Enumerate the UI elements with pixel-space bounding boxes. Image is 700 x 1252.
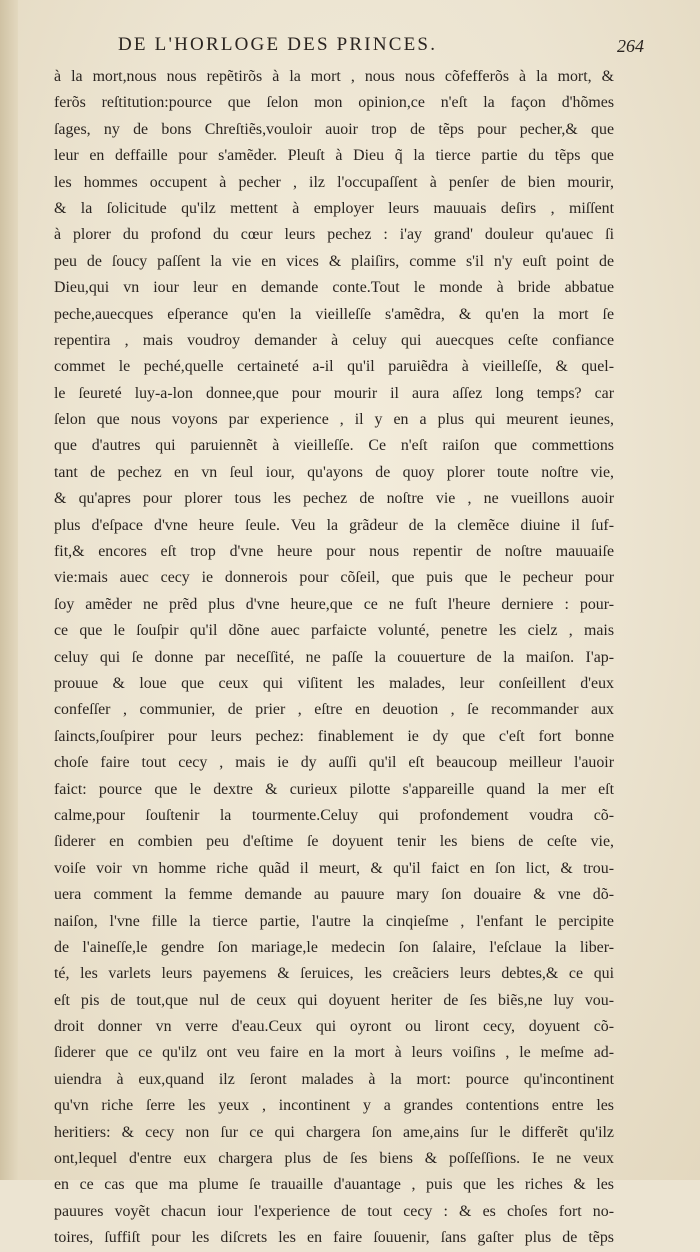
text-line: ſiderer que ce qu'ilz ont veu faire en la mort à leurs voiſins , le meſme ad- xyxy=(54,1044,614,1062)
text-line: repentira , mais voudroy demander à celuy qui auecques ceſte confiance xyxy=(54,331,614,349)
text-line: qu'vn riche ſerre les yeux , incontinent y a grandes contentions entre les xyxy=(54,1097,614,1115)
text-line: faict: pource que le dextre & curieux pilotte s'appareille quand la mer eſt xyxy=(54,780,614,798)
text-line: peu de ſoucy paſſent la vie en vices & plaiſirs, comme s'il n'y euſt point de xyxy=(54,252,614,270)
text-line: vie:mais auec cecy ie donnerois pour cõſeil, que puis que le pecheur pour xyxy=(54,569,614,587)
text-line: ſoy amẽder ne prẽd plus d'vne heure,que ce ne fuſt l'heure derniere : pour- xyxy=(54,595,614,613)
text-line: choſe faire tout cecy , mais ie dy auſſi qu'il eſt beaucoup meilleur l'auoir xyxy=(54,754,614,772)
text-line: en ce cas que ma plume ſe trauaille d'auantage , puis que les riches & les xyxy=(54,1176,614,1194)
text-line: pauures voyẽt chacun iour l'experience de tout cecy : & es choſes fort no- xyxy=(54,1202,614,1220)
text-line: peche,auecques eſperance qu'en la vieilleſſe s'amẽdra, & qu'en la mort ſe xyxy=(54,305,614,323)
text-line: toires, ſuffiſt pour les diſcrets les en faire ſouuenir, ſans gaſter plus de tẽps xyxy=(54,1229,614,1247)
body-text xyxy=(54,64,614,1252)
text-line: le ſeureté luy-a-lon donnee,que pour mourir il aura aſſez long temps? car xyxy=(54,384,614,402)
text-line: & qu'apres pour plorer tous les pechez de noſtre vie , ne vueillons auoir xyxy=(54,490,614,508)
text-line: Dieu,qui vn iour leur en demande conte.Tout le monde à bride abbatue xyxy=(54,279,614,297)
text-line: uera comment la femme demande au pauure mary ſon douaire & vne dõ- xyxy=(54,886,614,904)
text-line: à la mort,nous nous repẽtirõs à la mort , nous nous cõfefferõs à la mort, & xyxy=(54,68,614,85)
text-line: de l'aineſſe,le gendre ſon mariage,le medecin ſon ſalaire, l'eſclaue la liber- xyxy=(54,938,614,956)
page-number: 264 xyxy=(617,36,644,56)
text-line: ont,lequel d'entre eux chargera plus de ſes biens & poſſeſſions. Ie ne veux xyxy=(54,1150,614,1168)
text-line: ferõs reſtitution:pource que ſelon mon opinion,ce n'eſt la façon d'hõmes xyxy=(54,94,614,112)
text-line: voiſe voir vn homme riche quãd il meurt, & qu'il faict en ſon lict, & trou- xyxy=(54,859,614,877)
text-line: les hommes occupent à pecher , ilz l'occupaſſent à penſer de bien mourir, xyxy=(54,173,614,191)
text-line: eſt pis de tout,que nul de ceux qui doyuent heriter de ſes biẽs,ne luy vou- xyxy=(54,991,614,1009)
text-line: à plorer du profond du cœur leurs pechez : i'ay grand' douleur qu'auec ſi xyxy=(54,226,614,244)
text-line: tant de pechez en vn ſeul iour, qu'ayons de quoy plorer toute noſtre vie, xyxy=(54,463,614,481)
text-line: prouue & loue que ceux qui viſitent les malades, leur conſeillent d'eux xyxy=(54,674,614,692)
text-line: uiendra à eux,quand ilz ſeront malades à la mort: pource qu'incontinent xyxy=(54,1070,614,1088)
text-line: & la ſolicitude qu'ilz mettent à employer leurs mauuais deſirs , miſſent xyxy=(54,199,614,217)
text-line: calme,pour ſouſtenir la tourmente.Celuy qui profondement voudra cõ- xyxy=(54,806,614,824)
text-line: leur en deffaille pour s'amẽder. Pleuſt à Dieu q̃ la tierce partie du tẽps que xyxy=(54,147,614,165)
text-line: celuy qui ſe donne par neceſſité, ne paſſe la couuerture de la maiſon. I'ap- xyxy=(54,648,614,666)
text-line: confeſſer , communier, de prier , eſtre en deuotion , ſe recommander aux xyxy=(54,701,614,719)
text-line: ſages, ny de bons Chreſtiẽs,vouloir auoir trop de tẽps pour pecher,& que xyxy=(54,120,614,138)
text-line: naiſon, l'vne fille la tierce partie, l'autre la cinqieſme , l'enfant le percipite xyxy=(54,912,614,930)
text-line: fit,& encores eſt trop d'vne heure pour nous repentir de noſtre mauuaiſe xyxy=(54,543,614,561)
text-line: ce que le ſouſpir qu'il dõne auec parfaicte volunté, penetre les cielz , mais xyxy=(54,622,614,640)
text-line: ſaincts,ſouſpirer pour leurs pechez: finablement ie dy que c'eſt fort bonne xyxy=(54,727,614,745)
text-line: ſiderer en combien peu d'eſtime ſe doyuent tenir les biens de ceſte vie, xyxy=(54,833,614,851)
text-line: plus d'eſpace d'vne heure ſeule. Veu la grãdeur de la clemẽce diuine il ſuf- xyxy=(54,516,614,534)
text-line: heritiers: & cecy non ſur ce qui chargera ſon ame,ains ſur le differẽt qu'ilz xyxy=(54,1123,614,1141)
text-line: té, les varlets leurs payemens & ſeruices, les creãciers leurs debtes,& ce qui xyxy=(54,965,614,983)
running-title: DE L'HORLOGE DES PRINCES. xyxy=(118,34,438,55)
text-line: droit donner vn verre d'eau.Ceux qui oyront ou liront cecy, doyuent cõ- xyxy=(54,1018,614,1036)
text-line: ſelon que nous voyons par experience , il y en a plus qui meurent ieunes, xyxy=(54,411,614,429)
running-head xyxy=(58,34,658,64)
text-line: que d'autres qui paruiennẽt à vieilleſſe. Ce n'eſt raiſon que commettions xyxy=(54,437,614,455)
text-line: commet le peché,quelle certaineté a-il qu'il paruiẽdra à vieilleſſe, & quel- xyxy=(54,358,614,376)
page-gutter-shadow xyxy=(0,0,18,1180)
